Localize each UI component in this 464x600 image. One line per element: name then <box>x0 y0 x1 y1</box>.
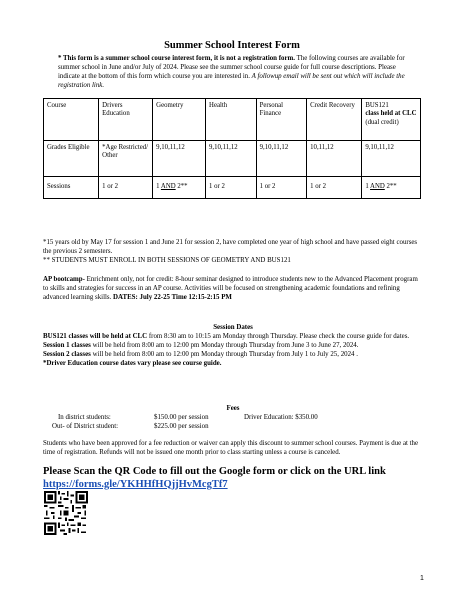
out-district-value: $225.00 per session <box>154 422 209 430</box>
sessions-bus121-a: 1 <box>365 183 371 191</box>
google-form-link[interactable]: https://forms.gle/YKHHfHQjjHvMcgTf7 <box>43 478 228 490</box>
table-row <box>44 177 421 199</box>
fees-table <box>52 414 318 432</box>
table-row <box>44 99 421 141</box>
bus121-note: (dual credit) <box>365 118 399 126</box>
fee-reduction-note: Students who have been approved for a fee reduction or waiver can apply this discount to summer school courses. Payment is due at the time of registration. Refunds will not be issued one month prior to class starting unless a course is canceled. <box>43 440 419 456</box>
scan-instructions <box>43 466 433 491</box>
sessions-drivers: 1 or 2 <box>99 177 153 199</box>
session2-text: will be held from 8:00 am to 12:00 pm Monday through Thursday from July 1 to July 25, 2024 . <box>90 350 358 358</box>
header-health: Health <box>206 99 257 141</box>
driver-ed-fee: Driver Education: $350.00 <box>244 414 318 421</box>
sessions-geometry-and: AND <box>160 183 176 191</box>
sessions-health: 1 or 2 <box>206 177 257 199</box>
in-district-label: In district students: <box>58 414 111 421</box>
header-geometry: Geometry <box>153 99 206 141</box>
grades-geometry: 9,10,11,12 <box>153 141 206 177</box>
intro-bold: * This form is a summer school course interest form, it is not a registration form. <box>58 55 295 62</box>
fees-heading: Fees <box>226 405 240 412</box>
header-credit-recovery: Credit Recovery <box>307 99 362 141</box>
sessions-geometry-a: 1 <box>156 183 161 191</box>
bus121-session-text: from 8:30 am to 10:15 am Monday through Thursday. Please check the course guide for dates. <box>147 333 410 340</box>
qr-code-icon[interactable] <box>44 491 88 535</box>
ap-bootcamp-dates: DATES: July 22-25 Time 12:15-2:15 PM <box>113 293 232 301</box>
session1-line <box>43 342 423 351</box>
session1-bold: Session 1 classes <box>43 341 91 349</box>
grades-personal-finance: 9,10,11,12 <box>256 141 307 177</box>
grades-health: 9,10,11,12 <box>206 141 257 177</box>
footnotes <box>43 239 423 266</box>
intro-paragraph <box>58 55 418 91</box>
header-course: Course <box>44 99 99 141</box>
drivers-ed-dates-note: *Driver Education course dates vary please see course guide. <box>43 359 222 367</box>
sessions-bus121 <box>362 177 421 199</box>
in-district-value: $150.00 per session <box>154 414 209 421</box>
intro-text: The following courses are available for summer school in June and/or July of 2024. Please see the summer school course guide for full course descriptions. Please indicate at the bottom of this form which course you are interested in. <box>58 55 405 80</box>
bus121-code: BUS121 <box>365 102 389 109</box>
grades-drivers: *Age Restricted/ Other <box>99 141 153 177</box>
scan-text: Please Scan the QR Code to fill out the Google form or click on the URL link <box>43 466 386 477</box>
out-district-label: Out- of District student: <box>52 422 119 430</box>
bus121-location: class held at CLC <box>365 110 417 118</box>
intro-italic: A followup email will be sent out which will include the registration link. <box>58 72 405 89</box>
courses-table <box>43 98 421 199</box>
session2-line <box>43 351 423 360</box>
sessions-personal-finance: 1 or 2 <box>256 177 307 199</box>
session1-text: will be held from 8:00 am to 12:00 pm Monday through Thursday from June 3 to June 27, 2024. <box>90 341 359 349</box>
ap-bootcamp-label: AP bootcamp- <box>43 276 85 283</box>
sessions-label: Sessions <box>44 177 99 199</box>
sessions-bus121-b: 2** <box>384 183 397 191</box>
sessions-bus121-and: AND <box>370 183 385 191</box>
ap-bootcamp-paragraph <box>43 276 423 303</box>
header-bus121 <box>362 99 421 141</box>
bus121-session-bold: BUS121 classes will be held at CLC <box>43 333 148 340</box>
table-row <box>44 141 421 177</box>
grades-bus121: 9,10,11,12 <box>362 141 421 177</box>
age-footnote: *15 years old by May 17 for session 1 and June 21 for session 2, have completed one year of high school and have passed eight courses the previous 2 semesters. <box>43 239 418 255</box>
sessions-geometry <box>153 177 206 199</box>
sessions-geometry-b: 2** <box>175 183 188 191</box>
sessions-credit-recovery: 1 or 2 <box>307 177 362 199</box>
session-dates-heading: Session Dates <box>213 324 253 331</box>
fees-row-out-district <box>52 423 318 432</box>
fees-row-in-district <box>52 414 318 423</box>
ap-bootcamp-text: Enrichment only, not for credit: 8-hour seminar designed to introduce students new to the Advanced Placement program to skills and strategies for success in an AP course. Activities will be focused on strengthening academic foundations and refining advanced learning skills. <box>43 276 418 301</box>
header-drivers: Drivers Education <box>99 99 153 141</box>
bus121-session-line <box>43 333 423 342</box>
page-title: Summer School Interest Form <box>164 40 300 51</box>
grades-credit-recovery: 10,11,12 <box>307 141 362 177</box>
header-personal-finance: Personal Finance <box>256 99 307 141</box>
enroll-footnote: ** STUDENTS MUST ENROLL IN BOTH SESSIONS OF GEOMETRY AND BUS121 <box>43 256 291 264</box>
session-dates-body <box>43 333 423 369</box>
session2-bold: Session 2 classes <box>43 350 91 358</box>
grades-label: Grades Eligible <box>44 141 99 177</box>
page-number: 1 <box>420 575 424 582</box>
